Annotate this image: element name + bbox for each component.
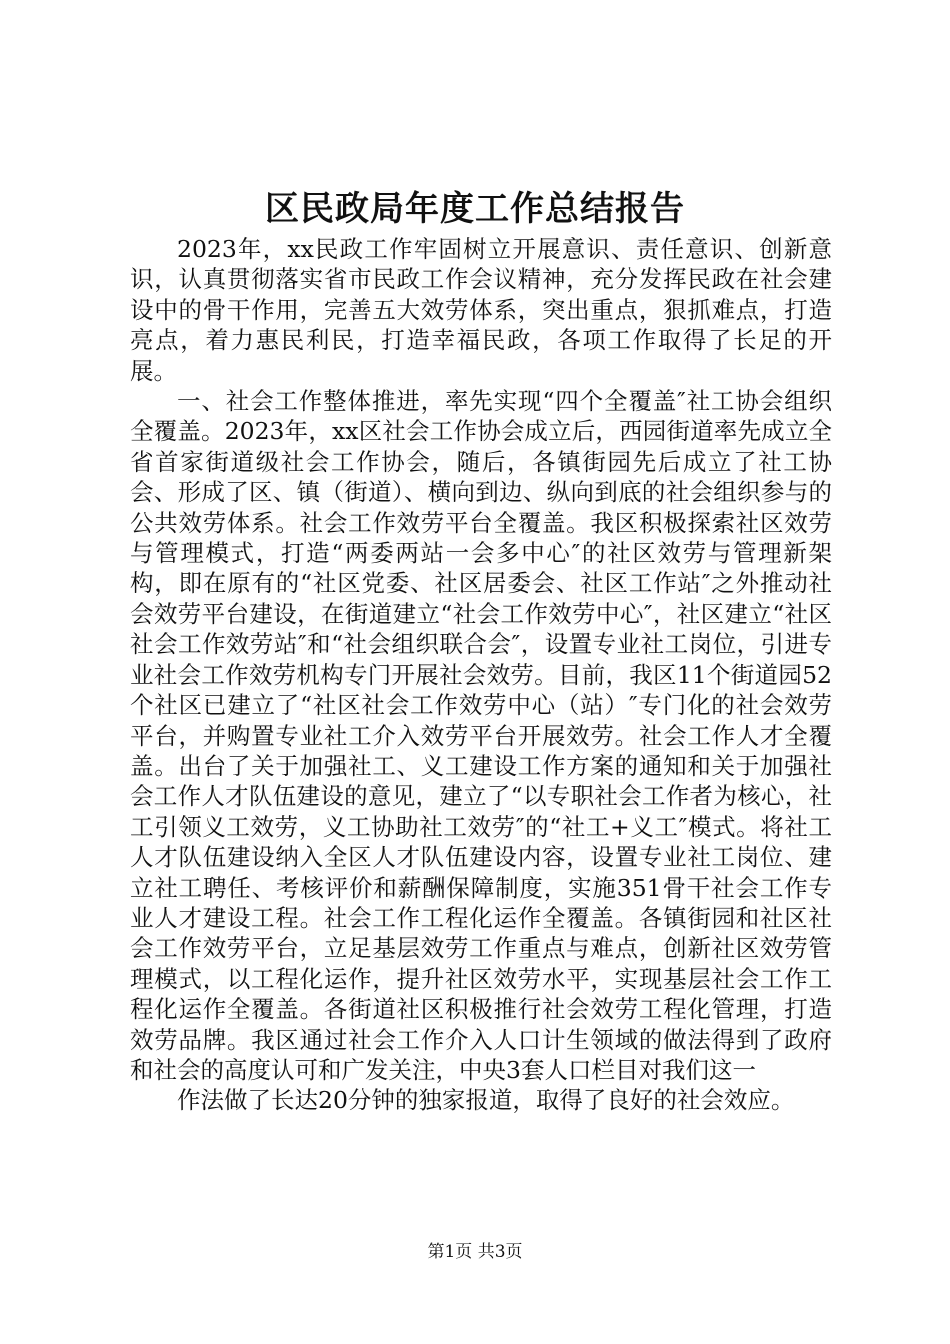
- page-number-footer: 第1页 共3页: [427, 1242, 523, 1262]
- document-body: [130, 234, 832, 1116]
- paragraph-continuation: 作法做了长达20分钟的独家报道，取得了良好的社会效应。: [177, 1086, 795, 1115]
- paragraph-section-one: 一、社会工作整体推进，率先实现“四个全覆盖″社工协会组织全覆盖。2023年，xx区社会工作协会成立后，西园街道率先成立全省首家街道级社会工作协会，随后，各镇街园先后成立了社工协会、形成了区、镇（街道）、横向到边、纵向到底的社会组织参与的公共效劳体系。社会工作效劳平台全覆盖。我区积极探索社区效劳与管理模式，打造“两委两站一会多中心″的社区效劳与管理新架构，即在原有的“社区党委、社区居委会、社区工作站″之外推动社会效劳平台建设，在街道建立“社会工作效劳中心″，社区建立“社区社会工作效劳站″和“社会组织联合会″，设置专业社工岗位，引进专业社会工作效劳机构专门开展社会效劳。目前，我区11个街道园52个社区已建立了“社区社会工作效劳中心（站）″专门化的社会效劳平台，并购置专业社工介入效劳平台开展效劳。社会工作人才全覆盖。出台了关于加强社工、义工建设工作方案的通知和关于加强社会工作人才队伍建设的意见，建立了“以专职社会工作者为核心，社工引领义工效劳，义工协助社工效劳″的“社工+义工″模式。将社工人才队伍建设纳入全区人才队伍建设内容，设置专业社工岗位、建立社工聘任、考核评价和薪酬保障制度，实施351骨干社会工作专业人才建设工程。社会工作工程化运作全覆盖。各镇街园和社区社会工作效劳平台，立足基层效劳工作重点与难点，创新社区效劳管理模式，以工程化运作，提升社区效劳水平，实现基层社会工作工程化运作全覆盖。各街道社区积极推行社会效劳工程化管理，打造效劳品牌。我区通过社会工作介入人口计生领域的做法得到了政府和社会的高度认可和广发关注，中央3套人口栏目对我们这一: [130, 387, 832, 1084]
- paragraph-intro: 2023年，xx民政工作牢固树立开展意识、责任意识、创新意识，认真贯彻落实省市民政工作会议精神，充分发挥民政在社会建设中的骨干作用，完善五大效劳体系，突出重点，狠抓难点，打造亮点，着力惠民利民，打造幸福民政，各项工作取得了长足的开展。: [130, 235, 832, 385]
- document-title: 区民政局年度工作总结报告: [265, 189, 685, 229]
